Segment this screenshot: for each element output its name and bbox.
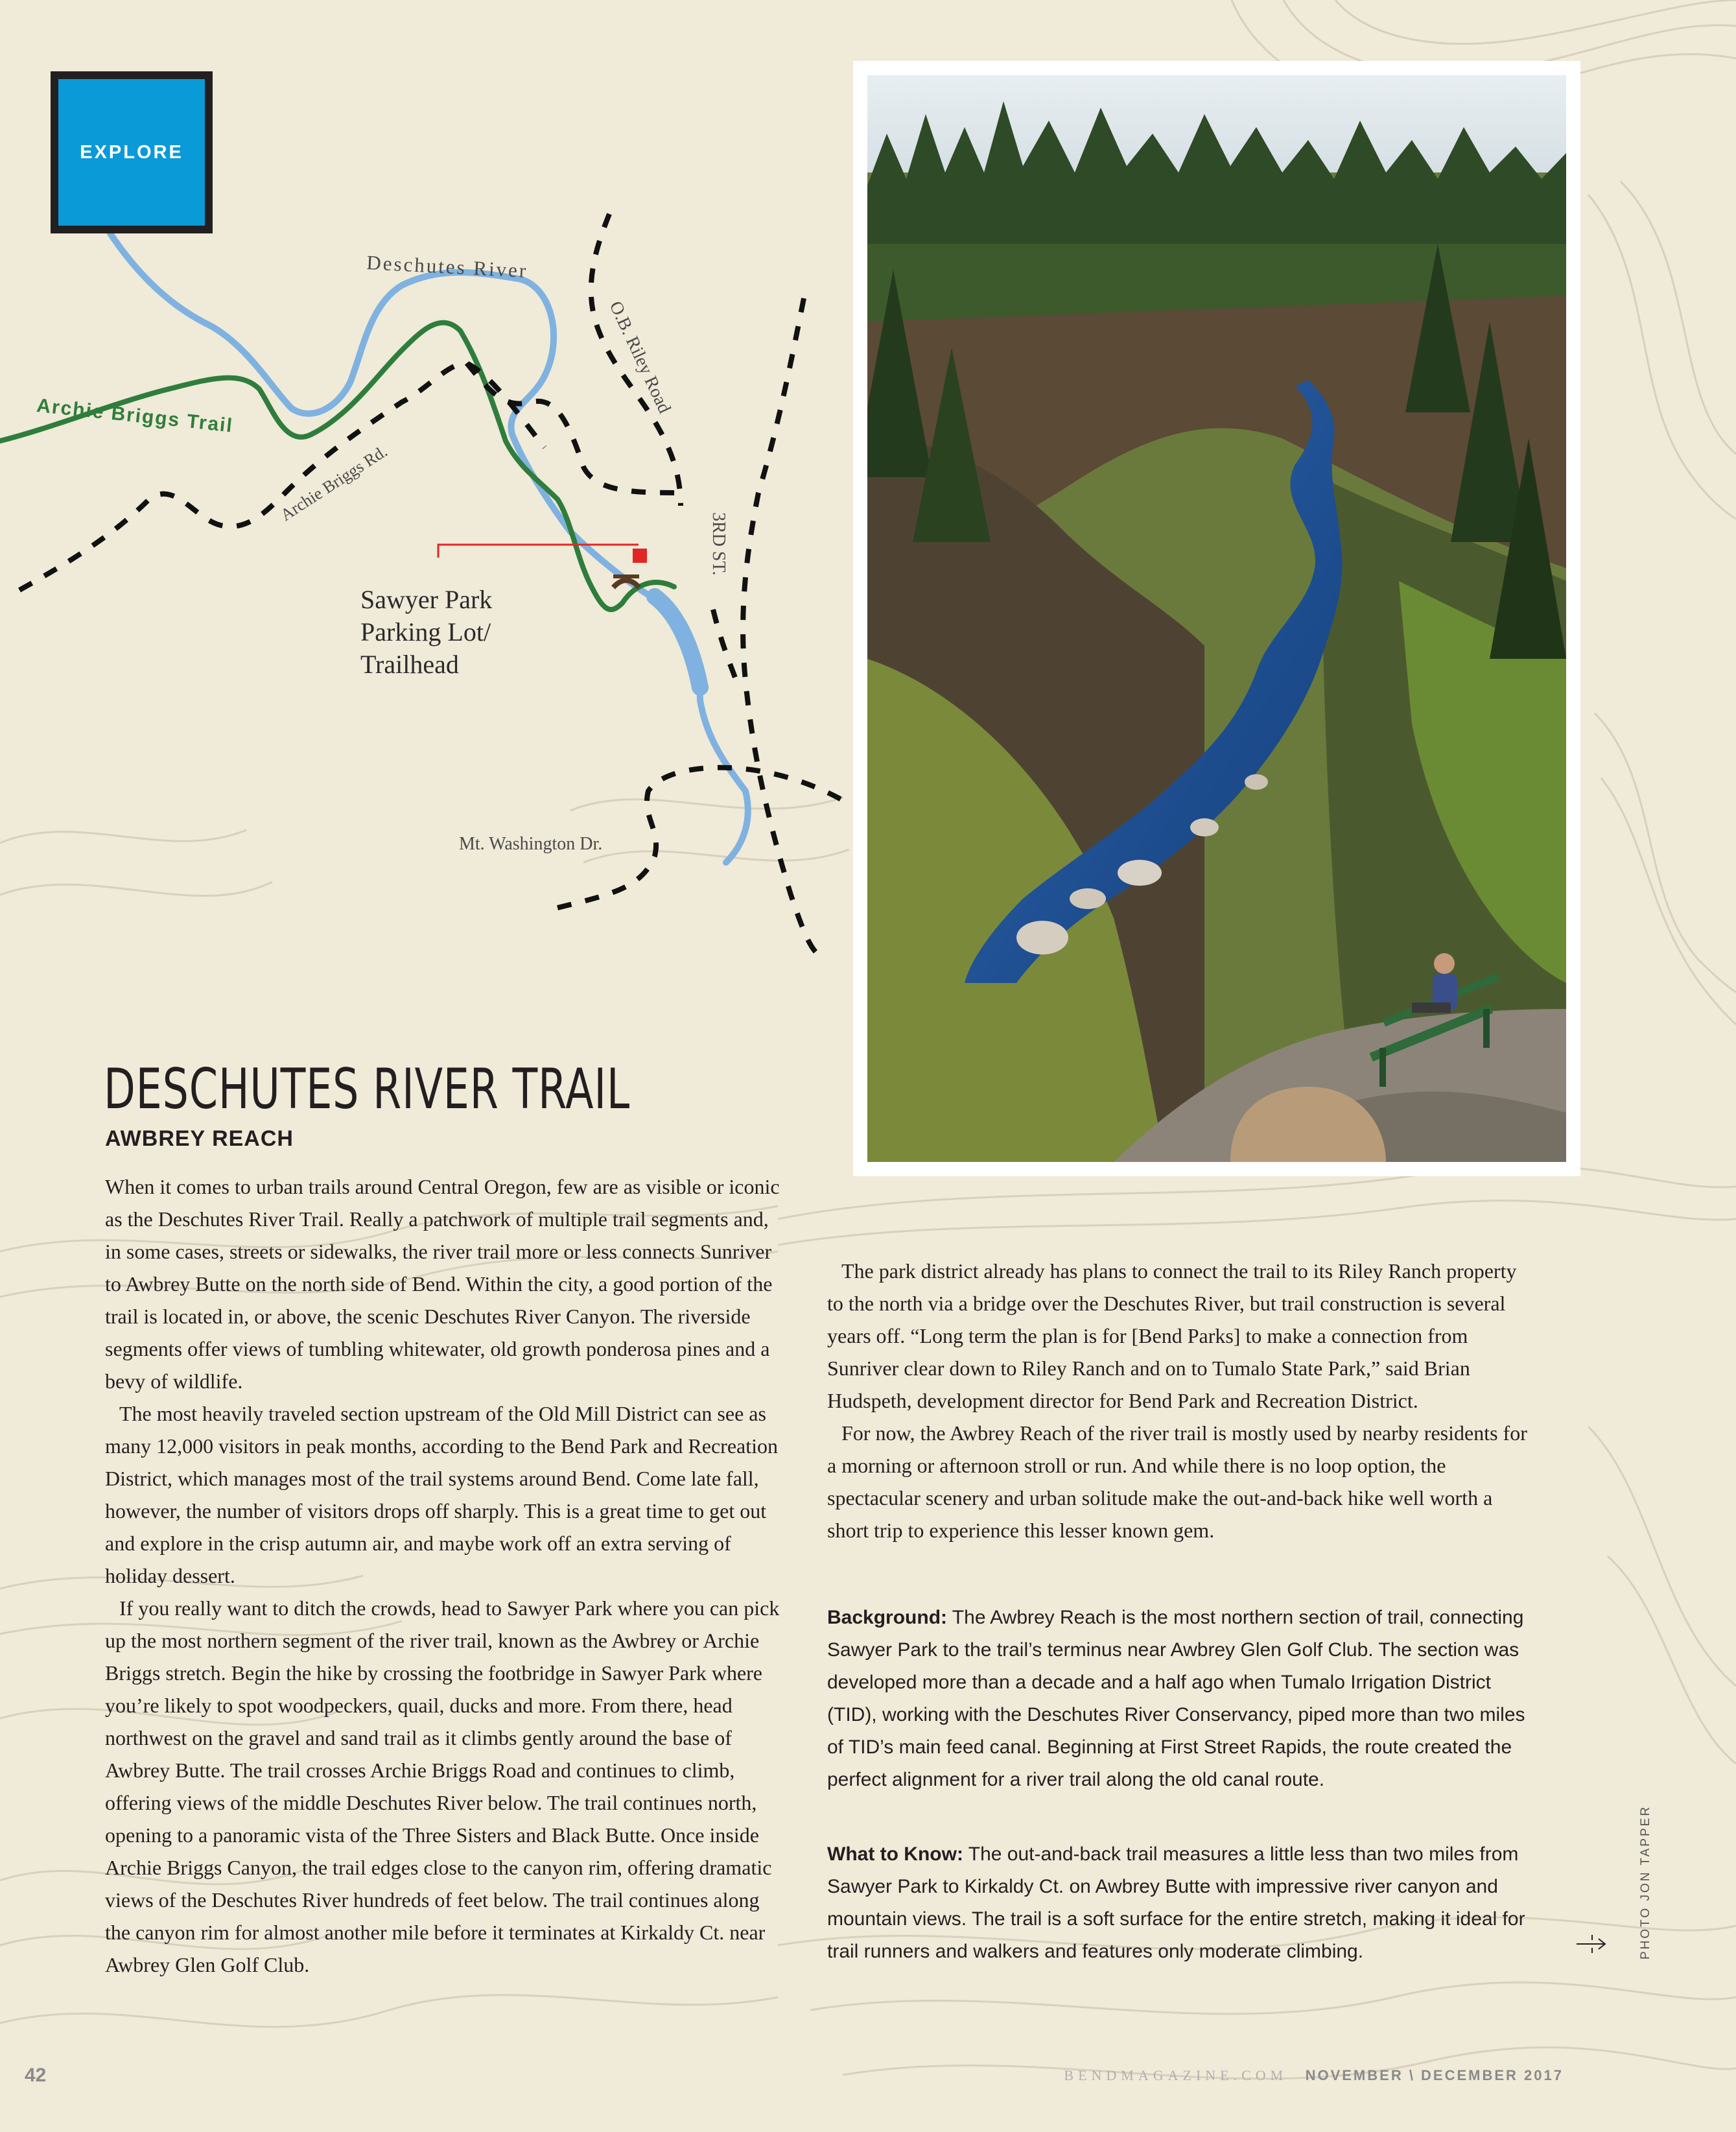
article-title: DESCHUTES RIVER TRAIL (104, 1057, 631, 1122)
canyon-photo-frame (853, 61, 1580, 1176)
mt-washington-dr-label: Mt. Washington Dr. (459, 834, 603, 854)
article-subtitle: AWBREY REACH (105, 1126, 294, 1151)
archie-briggs-trail-line (0, 323, 674, 610)
article-column-1 (105, 1170, 786, 1981)
what-to-know-text: The out-and-back trail measures a little less than two miles from Sawyer Park to Kirkaldy Ct. on Awbrey Butte with impressive river canyon and mountain views. The trail is a soft surface for the entire stretch, making it ideal for trail runners and walkers and features only moderate climbing. (827, 1843, 1525, 1962)
footer-site: BENDMAGAZINE.COM (1064, 2067, 1288, 2083)
what-to-know-section (827, 1838, 1527, 1968)
paragraph: When it comes to urban trails around Central Oregon, few are as visible or iconic as the Deschutes River Trail. Really a patchwork of multiple trail segments and, in some cases, streets or sidewalks, the river trail more or less connects Sunriver to Awbrey Butte on the north side of Bend. Within the city, a good portion of the trail is located in, or above, the scenic Deschutes River Canyon. The riverside segments offer views of tumbling whitewater, old growth ponderosa pines and a bevy of wildlife. (105, 1175, 780, 1393)
3rd-st-label: 3RD ST. (709, 512, 729, 576)
paragraph: If you really want to ditch the crowds, head to Sawyer Park where you can pick up the most northern segment of the river trail, known as the Awbrey or Archie Briggs stretch. Begin the hike by crossing the footbridge in Sawyer Park where you’re likely to spot woodpeckers, quail, ducks and more. From there, head northwest on the gravel and sand trail as it climbs gently around the base of Awbrey Butte. The trail crosses Archie Briggs Road and continues to climb, offering views of the middle Deschutes River below. The trail continues north, opening to a panoramic vista of the Three Sisters and Black Butte. Once inside Archie Briggs Canyon, the trail edges close to the canyon rim, offering dramatic views of the Deschutes River hundreds of feet below. The trail continues along the canyon rim for almost another mile before it terminates at Kirkaldy Ct. near Awbrey Glen Golf Club. (105, 1596, 780, 1976)
explore-label: EXPLORE (58, 79, 205, 226)
what-to-know-label: What to Know: (827, 1843, 963, 1865)
article-column-2 (827, 1255, 1527, 1546)
paragraph: The park district already has plans to connect the trail to its Riley Ranch property to the north via a bridge over the Deschutes River, but trail construction is several years off. “Long term the plan is for [Bend Parks] to make a connection from Sunriver clear down to Riley Ranch and on to Tumalo State Park,” said Brian Hudspeth, development director for Bend Park and Recreation District. (827, 1259, 1517, 1412)
trailhead-label-line: Sawyer Park (360, 585, 493, 614)
paragraph: The most heavily traveled section upstream of the Old Mill District can see as many 12,000 visitors in peak months, according to the Bend Park and Recreation District, which manages most of the trail systems around Bend. Come late fall, however, the number of visitors drops off sharply. This is a great time to get out and explore in the crisp autumn air, and maybe work off an extra serving of holiday dessert. (105, 1402, 778, 1587)
magazine-footer (1064, 2067, 1564, 2084)
deschutes-canyon-photo (867, 75, 1566, 1162)
explore-section-badge (51, 71, 213, 233)
footer-date: NOVEMBER \ DECEMBER 2017 (1305, 2067, 1564, 2083)
3rd-st-line (743, 298, 817, 953)
photo-credit: PHOTO JON TAPPER (1639, 1805, 1652, 1960)
archie-briggs-rd-label: Archie Briggs Rd. (277, 442, 391, 525)
ob-riley-road-label: O.B. Riley Road (605, 298, 675, 417)
trailhead-label-line: Parking Lot/ (360, 617, 491, 646)
trailhead-label (360, 584, 492, 681)
end-arrow-icon (1574, 1926, 1610, 1962)
background-text: The Awbrey Reach is the most northern section of trail, connecting Sawyer Park to the trail’s terminus near Awbrey Glen Golf Club. The section was developed more than a decade and a half ago when Tumalo Irrigation District (TID), working with the Deschutes River Conservancy, piped more than two miles of TID’s main feed canal. Beginning at First Street Rapids, the route created the perfect alignment for a river trail along the old canal route. (827, 1607, 1525, 1790)
background-label: Background: (827, 1607, 948, 1628)
paragraph: For now, the Awbrey Reach of the river trail is mostly used by nearby residents for a morning or afternoon stroll or run. And while there is no loop option, the spectacular scenery and urban solitude make the out-and-back hike well worth a short trip to experience this lesser known gem. (827, 1421, 1527, 1542)
trailhead-label-line: Trailhead (360, 650, 459, 679)
background-section (827, 1602, 1527, 1796)
trailhead-marker (633, 549, 647, 563)
river-label: Deschutes River (366, 251, 529, 283)
trail-label: Archie Briggs Trail (35, 394, 235, 437)
footbridge-icon (613, 574, 639, 587)
page-number: 42 (25, 2065, 47, 2086)
